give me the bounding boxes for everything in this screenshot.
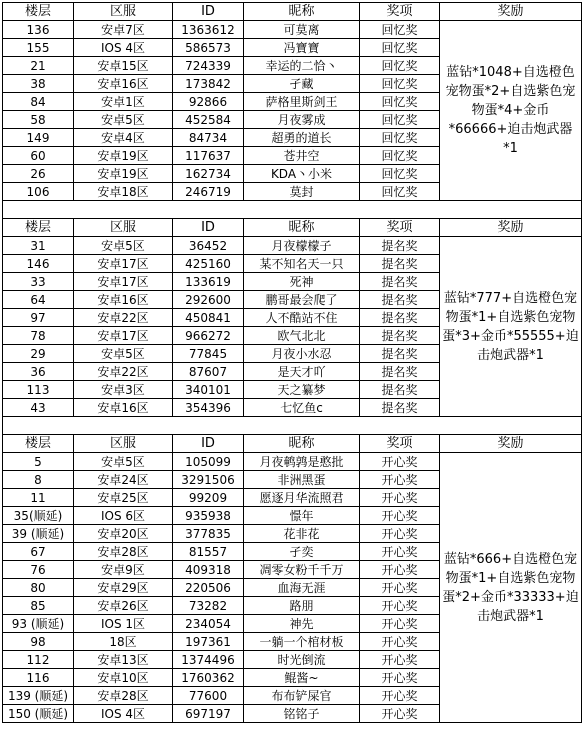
floor-cell: 146 [3, 255, 74, 273]
floor-cell: 155 [3, 39, 74, 57]
header-nickname: 昵称 [244, 219, 360, 237]
header-server: 区服 [74, 3, 173, 21]
header-row [3, 3, 582, 21]
nickname-cell: 月夜小水忍 [244, 345, 360, 363]
nickname-cell: 孑奕 [244, 543, 360, 561]
spacer-cell [3, 201, 582, 219]
server-cell: IOS 4区 [74, 39, 173, 57]
id-cell: 105099 [173, 453, 244, 471]
award-cell: 开心奖 [360, 543, 440, 561]
server-cell: 安卓9区 [74, 561, 173, 579]
id-cell: 3291506 [173, 471, 244, 489]
floor-cell: 58 [3, 111, 74, 129]
floor-cell: 5 [3, 453, 74, 471]
award-cell: 提名奖 [360, 363, 440, 381]
server-cell: 安卓17区 [74, 255, 173, 273]
floor-cell: 106 [3, 183, 74, 201]
id-cell: 81557 [173, 543, 244, 561]
nickname-cell: 时光倒流 [244, 651, 360, 669]
floor-cell: 43 [3, 399, 74, 417]
nickname-cell: 月夜檬檬子 [244, 237, 360, 255]
nickname-cell: 路朋 [244, 597, 360, 615]
server-cell: 安卓5区 [74, 453, 173, 471]
server-cell: 安卓5区 [74, 111, 173, 129]
id-cell: 99209 [173, 489, 244, 507]
award-cell: 回忆奖 [360, 129, 440, 147]
award-cell: 回忆奖 [360, 165, 440, 183]
section-spacer [3, 201, 582, 219]
id-cell: 697197 [173, 705, 244, 723]
table-row [3, 453, 582, 471]
id-cell: 36452 [173, 237, 244, 255]
header-floor: 楼层 [3, 3, 74, 21]
header-nickname: 昵称 [244, 435, 360, 453]
nickname-cell: 冯寶寶 [244, 39, 360, 57]
nickname-cell: 月夜雾成 [244, 111, 360, 129]
nickname-cell: 七忆鱼c [244, 399, 360, 417]
award-cell: 开心奖 [360, 597, 440, 615]
section-spacer [3, 417, 582, 435]
nickname-cell: 人不酷站不住 [244, 309, 360, 327]
award-cell: 回忆奖 [360, 111, 440, 129]
header-nickname: 昵称 [244, 3, 360, 21]
header-award: 奖项 [360, 435, 440, 453]
floor-cell: 149 [3, 129, 74, 147]
nickname-cell: 神先 [244, 615, 360, 633]
floor-cell: 139 (顺延) [3, 687, 74, 705]
nickname-cell: 莫封 [244, 183, 360, 201]
nickname-cell: 欧气北北 [244, 327, 360, 345]
server-cell: 安卓1区 [74, 93, 173, 111]
floor-cell: 67 [3, 543, 74, 561]
id-cell: 77600 [173, 687, 244, 705]
award-cell: 提名奖 [360, 237, 440, 255]
server-cell: 安卓16区 [74, 291, 173, 309]
floor-cell: 84 [3, 93, 74, 111]
id-cell: 724339 [173, 57, 244, 75]
floor-cell: 39 (顺延) [3, 525, 74, 543]
award-cell: 开心奖 [360, 489, 440, 507]
header-floor: 楼层 [3, 435, 74, 453]
id-cell: 246719 [173, 183, 244, 201]
server-cell: 安卓13区 [74, 651, 173, 669]
header-award: 奖项 [360, 219, 440, 237]
id-cell: 1374496 [173, 651, 244, 669]
server-cell: 安卓22区 [74, 363, 173, 381]
award-cell: 提名奖 [360, 273, 440, 291]
server-cell: IOS 6区 [74, 507, 173, 525]
award-cell: 提名奖 [360, 309, 440, 327]
award-cell: 开心奖 [360, 471, 440, 489]
nickname-cell: 花非花 [244, 525, 360, 543]
id-cell: 586573 [173, 39, 244, 57]
floor-cell: 29 [3, 345, 74, 363]
nickname-cell: 孑藏 [244, 75, 360, 93]
id-cell: 340101 [173, 381, 244, 399]
award-cell: 开心奖 [360, 579, 440, 597]
nickname-cell: KDA丶小米 [244, 165, 360, 183]
id-cell: 935938 [173, 507, 244, 525]
award-cell: 回忆奖 [360, 183, 440, 201]
floor-cell: 80 [3, 579, 74, 597]
award-cell: 提名奖 [360, 291, 440, 309]
floor-cell: 76 [3, 561, 74, 579]
id-cell: 220506 [173, 579, 244, 597]
floor-cell: 116 [3, 669, 74, 687]
server-cell: 18区 [74, 633, 173, 651]
award-cell: 开心奖 [360, 705, 440, 723]
server-cell: 安卓10区 [74, 669, 173, 687]
header-reward: 奖励 [440, 219, 582, 237]
table-row [3, 21, 582, 39]
award-cell: 开心奖 [360, 669, 440, 687]
floor-cell: 136 [3, 21, 74, 39]
server-cell: 安卓17区 [74, 273, 173, 291]
server-cell: IOS 1区 [74, 615, 173, 633]
award-cell: 开心奖 [360, 633, 440, 651]
server-cell: 安卓18区 [74, 183, 173, 201]
award-cell: 提名奖 [360, 327, 440, 345]
floor-cell: 150 (顺延) [3, 705, 74, 723]
award-cell: 提名奖 [360, 381, 440, 399]
floor-cell: 98 [3, 633, 74, 651]
id-cell: 1760362 [173, 669, 244, 687]
id-cell: 84734 [173, 129, 244, 147]
award-cell: 提名奖 [360, 255, 440, 273]
award-cell: 回忆奖 [360, 147, 440, 165]
server-cell: 安卓28区 [74, 543, 173, 561]
floor-cell: 78 [3, 327, 74, 345]
floor-cell: 60 [3, 147, 74, 165]
id-cell: 409318 [173, 561, 244, 579]
floor-cell: 35(顺延) [3, 507, 74, 525]
floor-cell: 11 [3, 489, 74, 507]
nickname-cell: 死神 [244, 273, 360, 291]
server-cell: 安卓16区 [74, 399, 173, 417]
nickname-cell: 非洲黑蛋 [244, 471, 360, 489]
header-reward: 奖励 [440, 3, 582, 21]
floor-cell: 21 [3, 57, 74, 75]
nickname-cell: 憬年 [244, 507, 360, 525]
id-cell: 234054 [173, 615, 244, 633]
nickname-cell: 凋零女粉千千万 [244, 561, 360, 579]
award-table [2, 2, 582, 723]
header-award: 奖项 [360, 3, 440, 21]
id-cell: 133619 [173, 273, 244, 291]
id-cell: 1363612 [173, 21, 244, 39]
id-cell: 197361 [173, 633, 244, 651]
nickname-cell: 布布铲屎官 [244, 687, 360, 705]
nickname-cell: 愿逐月华流照君 [244, 489, 360, 507]
header-id: ID [173, 435, 244, 453]
id-cell: 450841 [173, 309, 244, 327]
nickname-cell: 鹏哥最会爬了 [244, 291, 360, 309]
floor-cell: 97 [3, 309, 74, 327]
nickname-cell: 天之纂梦 [244, 381, 360, 399]
floor-cell: 36 [3, 363, 74, 381]
nickname-cell: 是天才吖 [244, 363, 360, 381]
floor-cell: 64 [3, 291, 74, 309]
floor-cell: 8 [3, 471, 74, 489]
floor-cell: 113 [3, 381, 74, 399]
id-cell: 292600 [173, 291, 244, 309]
header-server: 区服 [74, 435, 173, 453]
award-cell: 开心奖 [360, 525, 440, 543]
award-cell: 回忆奖 [360, 93, 440, 111]
award-cell: 开心奖 [360, 507, 440, 525]
nickname-cell: 幸运的二恰丶 [244, 57, 360, 75]
server-cell: 安卓19区 [74, 147, 173, 165]
award-cell: 开心奖 [360, 687, 440, 705]
id-cell: 73282 [173, 597, 244, 615]
id-cell: 77845 [173, 345, 244, 363]
server-cell: 安卓15区 [74, 57, 173, 75]
award-cell: 回忆奖 [360, 75, 440, 93]
server-cell: 安卓22区 [74, 309, 173, 327]
id-cell: 92866 [173, 93, 244, 111]
id-cell: 377835 [173, 525, 244, 543]
award-cell: 提名奖 [360, 399, 440, 417]
floor-cell: 93 (顺延) [3, 615, 74, 633]
nickname-cell: 萨格里斯剑王 [244, 93, 360, 111]
award-cell: 开心奖 [360, 561, 440, 579]
floor-cell: 31 [3, 237, 74, 255]
nickname-cell: 血海无涯 [244, 579, 360, 597]
header-reward: 奖励 [440, 435, 582, 453]
floor-cell: 112 [3, 651, 74, 669]
id-cell: 425160 [173, 255, 244, 273]
server-cell: 安卓29区 [74, 579, 173, 597]
award-cell: 回忆奖 [360, 21, 440, 39]
server-cell: 安卓20区 [74, 525, 173, 543]
id-cell: 162734 [173, 165, 244, 183]
server-cell: 安卓25区 [74, 489, 173, 507]
spacer-cell [3, 417, 582, 435]
reward-cell: 蓝钻*1048+自选橙色宠物蛋*2+自选紫色宠物蛋*4+金币*66666+迫击炮武器*1 [440, 21, 582, 201]
floor-cell: 38 [3, 75, 74, 93]
award-cell: 开心奖 [360, 453, 440, 471]
server-cell: 安卓4区 [74, 129, 173, 147]
server-cell: 安卓19区 [74, 165, 173, 183]
server-cell: 安卓5区 [74, 237, 173, 255]
id-cell: 354396 [173, 399, 244, 417]
floor-cell: 33 [3, 273, 74, 291]
award-cell: 开心奖 [360, 651, 440, 669]
header-id: ID [173, 219, 244, 237]
nickname-cell: 鲲酱~ [244, 669, 360, 687]
reward-cell: 蓝钻*666+自选橙色宠物蛋*1+自选紫色宠物蛋*2+金币*33333+迫击炮武器*1 [440, 453, 582, 723]
server-cell: 安卓5区 [74, 345, 173, 363]
nickname-cell: 铭铭子 [244, 705, 360, 723]
nickname-cell: 某不知名天一只 [244, 255, 360, 273]
id-cell: 87607 [173, 363, 244, 381]
nickname-cell: 可莫离 [244, 21, 360, 39]
server-cell: 安卓3区 [74, 381, 173, 399]
nickname-cell: 月夜鹌鹑是憨批 [244, 453, 360, 471]
nickname-cell: 一躺一个棺材板 [244, 633, 360, 651]
id-cell: 117637 [173, 147, 244, 165]
award-cell: 回忆奖 [360, 39, 440, 57]
award-spreadsheet [2, 2, 581, 723]
server-cell: 安卓24区 [74, 471, 173, 489]
header-row [3, 219, 582, 237]
header-id: ID [173, 3, 244, 21]
server-cell: IOS 4区 [74, 705, 173, 723]
floor-cell: 26 [3, 165, 74, 183]
table-row [3, 237, 582, 255]
header-server: 区服 [74, 219, 173, 237]
id-cell: 966272 [173, 327, 244, 345]
server-cell: 安卓17区 [74, 327, 173, 345]
server-cell: 安卓28区 [74, 687, 173, 705]
floor-cell: 85 [3, 597, 74, 615]
reward-cell: 蓝钻*777+自选橙色宠物蛋*1+自选紫色宠物蛋*3+金币*55555+迫击炮武器*1 [440, 237, 582, 417]
award-cell: 回忆奖 [360, 57, 440, 75]
server-cell: 安卓26区 [74, 597, 173, 615]
award-cell: 开心奖 [360, 615, 440, 633]
header-row [3, 435, 582, 453]
header-floor: 楼层 [3, 219, 74, 237]
server-cell: 安卓16区 [74, 75, 173, 93]
award-cell: 提名奖 [360, 345, 440, 363]
nickname-cell: 苍井空 [244, 147, 360, 165]
id-cell: 452584 [173, 111, 244, 129]
id-cell: 173842 [173, 75, 244, 93]
nickname-cell: 超勇的道长 [244, 129, 360, 147]
server-cell: 安卓7区 [74, 21, 173, 39]
